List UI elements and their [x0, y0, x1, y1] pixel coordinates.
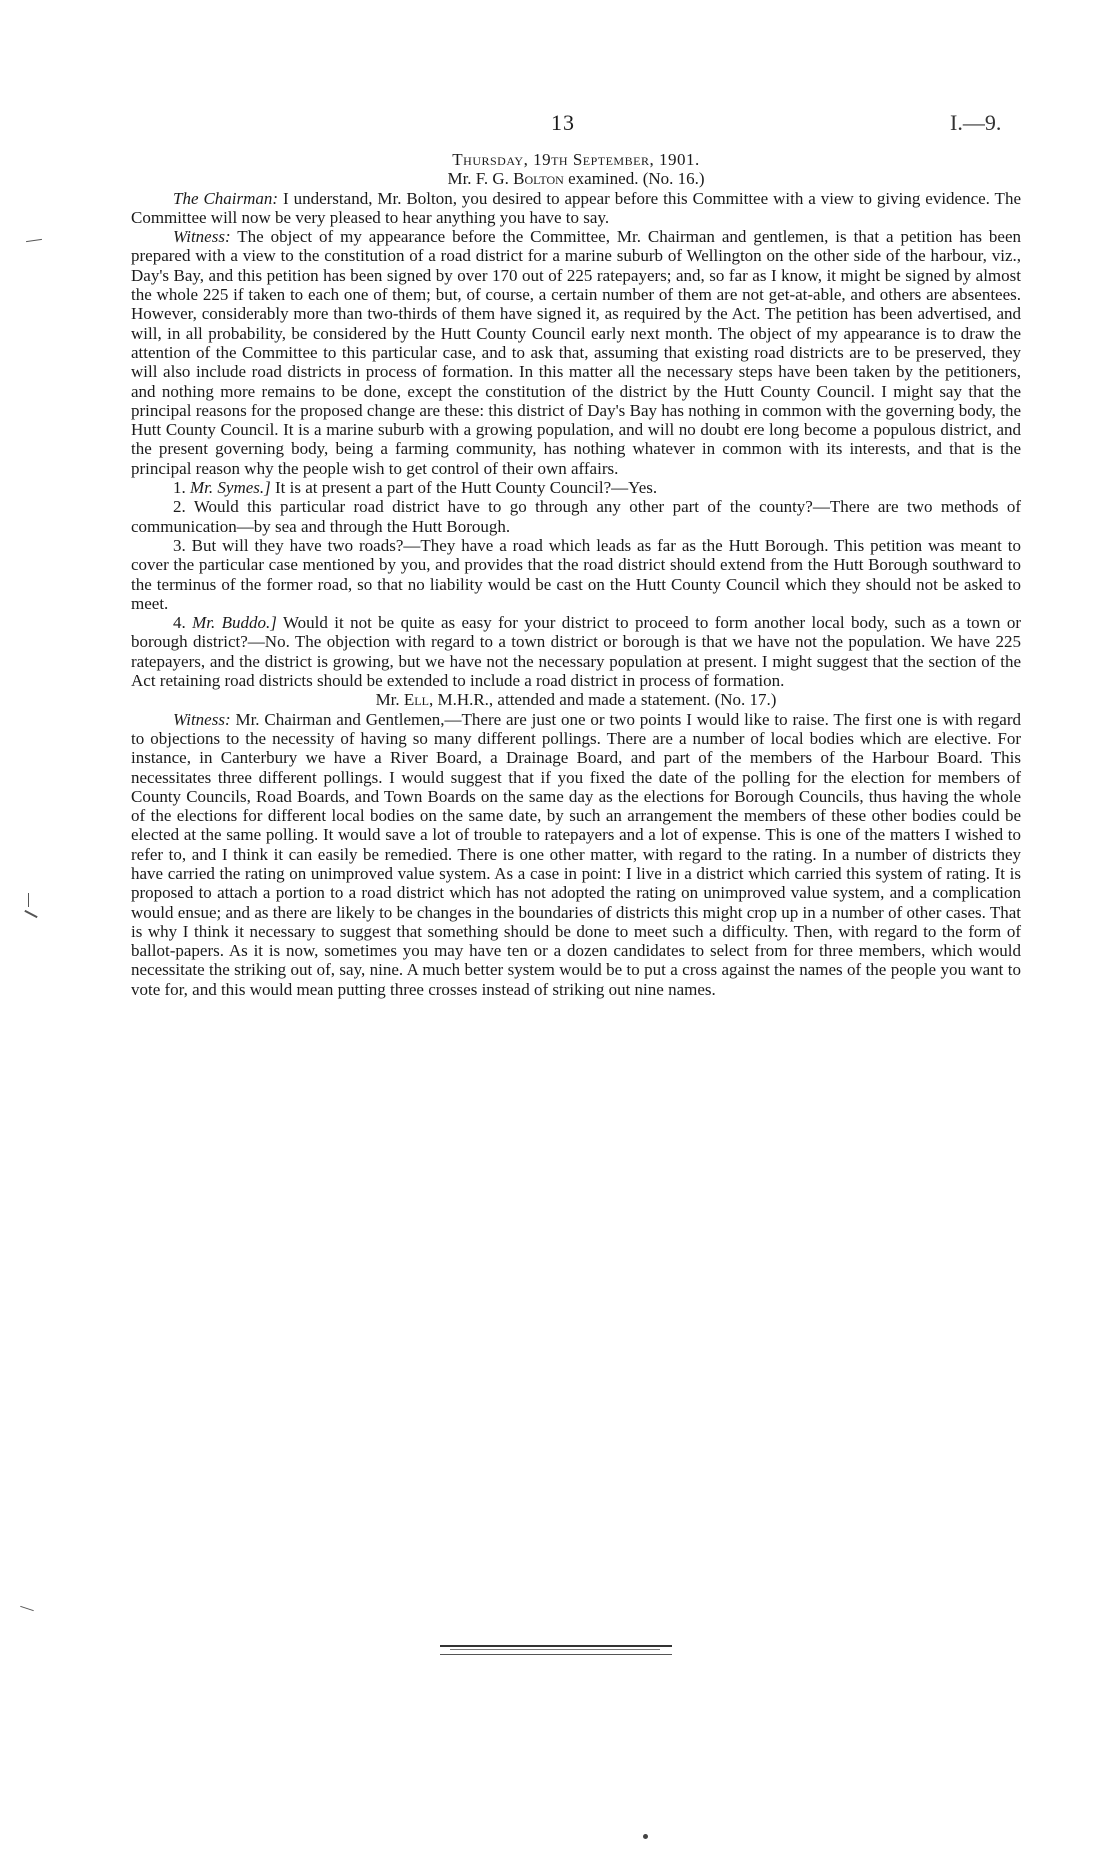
- heading-suffix: , M.H.R., attended and made a statement. (No. 17.): [428, 690, 777, 710]
- paragraph-text: I understand, Mr. Bolton, you desired to appear before this Committee with a view to giving evidence. The Committee will now be very pleased to hear anything you have to say.: [131, 188, 1021, 227]
- paragraph-text: Mr. Chairman and Gentlemen,—There are just one or two points I would like to raise. The first one is with regard to objections to the necessity of having so many different pollings. There are a number of local bodies which are elective. For instance, in Canterbury we have a River Board, a Drainage Board, and part of the members of the Harbour Board. This necessitates three different pollings. I would suggest that if you fixed the date of the polling for the election for members of County Councils, Road Boards, and Town Boards on the same day as the elections for Borough Councils, thus having the whole of the elections for different local bodies on the same date, by such an arrangement the members of these other bodies could be elected at the same polling. It would save a lot of trouble to ratepayers and a lot of expense. This is one of the matters I wished to refer to, and I think it can easily be remedied. There is one other matter, with regard to the rating. In a number of districts they have carried the rating on unimproved value system. As a case in point: I live in a district which carried this system of rating. It is proposed to attach a portion to a road district which has not adopted the rating on unimproved value system, and a complication would ensue; and as there are likely to be changes in the boundaries of districts this might crop up in a number of other cases. That is why I think it necessary to suggest that something should be done to meet such a difficulty. Then, with regard to the form of ballot-papers. As it is now, sometimes you may have ten or a dozen candidates to select from for three members, which would necessitate the striking out of, say, nine. A much better system would be to put a cross against the names of the people you want to vote for, and this would mean putting three crosses instead of striking out nine names.: [131, 709, 1021, 999]
- heading-prefix: Mr.: [375, 690, 404, 710]
- section-end-rule-inner: [450, 1649, 660, 1650]
- speaker-label: Witness:: [173, 227, 231, 247]
- paragraph-text: Would it not be quite as easy for your district to proceed to form another local body, such as a town or borough district?—No. The objection with regard to a town district or borough is that we have not the population. We have 225 ratepayers, and the district is growing, but we have not the necessary population at present. I might suggest that the section of the Act retaining road districts should be extended to include a road district in process of formation.: [131, 613, 1021, 691]
- speaker-label: Witness:: [173, 709, 231, 729]
- margin-scan-mark: [20, 1606, 34, 1611]
- question-2: [131, 497, 1021, 536]
- heading-suffix: examined. (No. 16.): [563, 169, 705, 189]
- speaker-label: The Chairman:: [173, 188, 279, 208]
- question-4: [131, 613, 1021, 690]
- paragraph-text: But will they have two roads?—They have a road which leads as far as the Hutt Borough. This petition was meant to cover the particular case mentioned by you, and provides that the road district should extend from the Hutt Borough southward to the terminus of the former road, so that no liability would be cast on the Hutt County Council which they should not be asked to meet.: [131, 535, 1022, 613]
- page-dot-mark: [643, 1834, 648, 1839]
- paragraph-witness-bolton: [131, 227, 1021, 478]
- heading-prefix: Mr. F. G.: [447, 169, 514, 189]
- paragraph-text: It is at present a part of the Hutt County Council?—Yes.: [270, 478, 658, 498]
- question-number: 1.: [173, 478, 190, 498]
- question-1: [131, 478, 1021, 497]
- margin-scan-mark: [26, 239, 42, 242]
- paragraph-chairman: [131, 189, 1021, 228]
- page-number: 13: [551, 110, 575, 135]
- witness-name: Ell: [403, 690, 429, 710]
- paper-reference: I.—9.: [950, 110, 1002, 135]
- speaker-label: Mr. Symes.]: [190, 478, 271, 498]
- speaker-label: Mr. Buddo.]: [192, 613, 277, 633]
- question-number: 4.: [173, 613, 193, 633]
- ell-statement-heading: [131, 690, 1021, 709]
- question-number: 3.: [173, 535, 192, 555]
- paragraph-text: The object of my appearance before the Committee, Mr. Chairman and gentlemen, is that a petition has been prepared with a view to the constitution of a road district for a marine suburb of Wellington on the other side of the harbour, viz., Day's Bay, and this petition has been signed by over 170 out of 225 ratepayers; and, so far as I know, it might be signed by almost the whole 225 if taken to each one of them; but, of course, a certain number of them are not get-at-able, and others are absentees. However, considerably more than two-thirds of them have signed it, as required by the Act. The petition has been advertised, and will, in all probability, be considered by the Hutt County Council early next month. The object of my appearance is to draw the attention of the Committee to this particular case, and to ask that, assuming that existing road districts are to be preserved, they will also include road districts in process of formation. In this matter all the necessary steps have been taken by the petitioners, and nothing more remains to be done, except the constitution of the district by the Hutt County Council. I might say that the principal reasons for the proposed change are these: this district of Day's Bay has nothing in common with the governing body, the Hutt County Council. It is a marine suburb with a growing population, and will no doubt ere long become a populous district, and the present governing body, being a farming community, has nothing whatever in common with its interests, and that is the principal reason why the people wish to get control of their own affairs.: [131, 227, 1021, 478]
- paragraph-witness-ell: [131, 710, 1021, 999]
- witness-name: Bolton: [513, 169, 564, 189]
- margin-scan-mark: [24, 910, 37, 918]
- question-number: 2.: [173, 497, 194, 517]
- question-3: [131, 536, 1021, 613]
- margin-scan-mark: [28, 893, 29, 907]
- paragraph-text: Would this particular road district have to go through any other part of the county?—There are two methods of communication—by sea and through the Hutt Borough.: [131, 497, 1021, 536]
- document-body: [131, 150, 1021, 999]
- bolton-examined-heading: [131, 169, 1021, 188]
- date-heading: Thursday, 19th September, 1901.: [452, 150, 700, 169]
- section-end-rule: [440, 1645, 672, 1655]
